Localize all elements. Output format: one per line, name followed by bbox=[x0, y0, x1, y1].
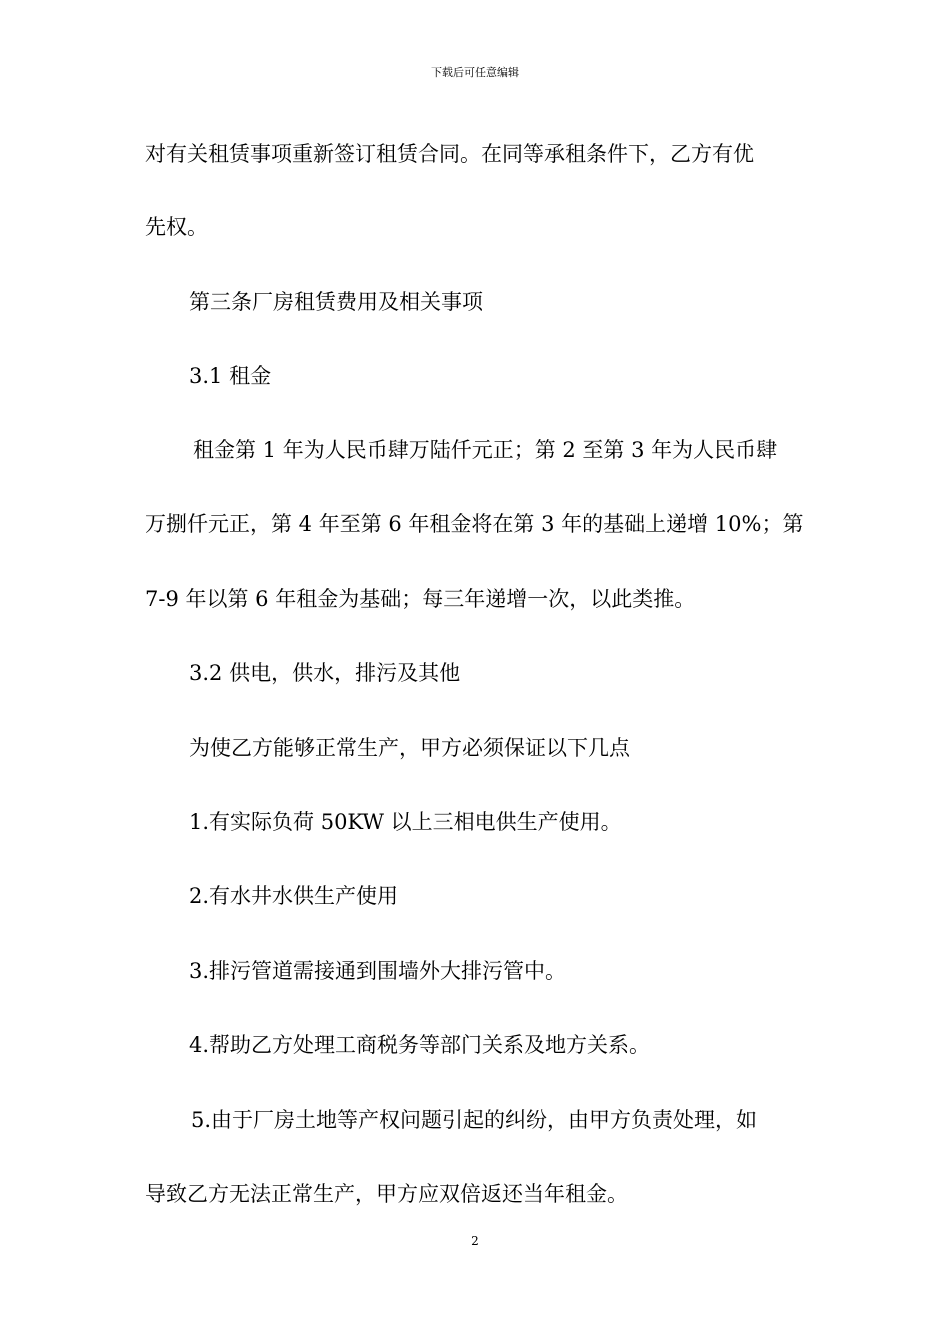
list-item: 2.有水井水供生产使用 bbox=[189, 884, 399, 908]
paragraph-line: 为使乙方能够正常生产，甲方必须保证以下几点 bbox=[189, 736, 630, 760]
paragraph-line: 对有关租赁事项重新签订租赁合同。在同等承租条件下，乙方有优 bbox=[145, 142, 754, 166]
subsection-heading: 3.2 供电，供水，排污及其他 bbox=[189, 661, 461, 685]
paragraph-line: 先权。 bbox=[145, 215, 208, 239]
paragraph-line: 租金第 1 年为人民币肆万陆仟元正；第 2 至第 3 年为人民币肆 bbox=[193, 438, 778, 462]
paragraph-line: 7-9 年以第 6 年租金为基础；每三年递增一次，以此类推。 bbox=[145, 587, 696, 611]
paragraph-line: 导致乙方无法正常生产，甲方应双倍返还当年租金。 bbox=[145, 1182, 628, 1206]
paragraph-line: 万捌仟元正，第 4 年至第 6 年租金将在第 3 年的基础上递增 10%；第 bbox=[145, 512, 804, 536]
page-header: 下载后可任意编辑 bbox=[431, 66, 519, 79]
list-item: 5.由于厂房土地等产权问题引起的纠纷，由甲方负责处理，如 bbox=[191, 1108, 758, 1132]
list-item: 4.帮助乙方处理工商税务等部门关系及地方关系。 bbox=[189, 1033, 651, 1057]
section-heading: 第三条厂房租赁费用及相关事项 bbox=[189, 290, 483, 314]
list-item: 3.排污管道需接通到围墙外大排污管中。 bbox=[189, 959, 567, 983]
page-number: 2 bbox=[471, 1234, 479, 1248]
list-item: 1.有实际负荷 50KW 以上三相电供生产使用。 bbox=[189, 810, 622, 834]
subsection-heading: 3.1 租金 bbox=[189, 364, 272, 388]
